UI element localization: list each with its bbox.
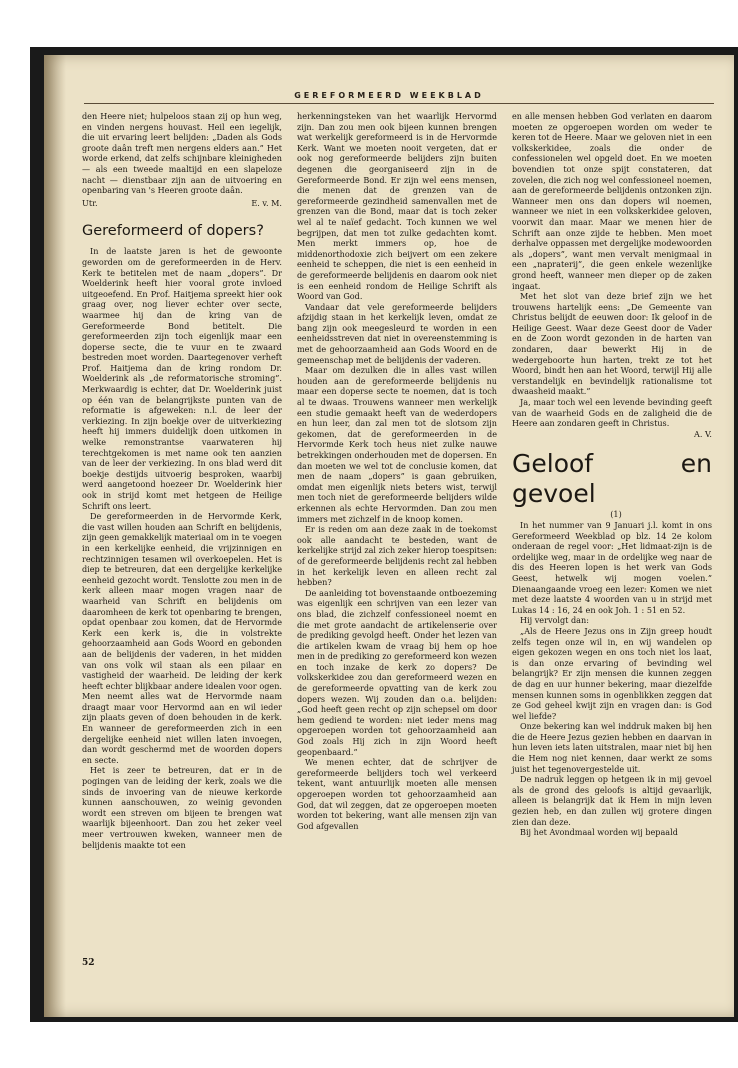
running-title: GEREFORMEERD WEEKBLAD [294,91,484,100]
paragraph: Er is reden om aan deze zaak in de toekomst ook alle aandacht te besteden, want de kerkelijke strijd zal zich zeker hierop toespitsen: of de gereformeerde belijdenis recht zal hebben in het kerkelijk leven en alleen recht zal hebben? [297,524,498,588]
paragraph: In de laatste jaren is het de gewoonte geworden om de gereformeerden in de Herv. Kerk te betitelen met de naam „dopers”. Dr Woelderink heeft hier vooral grote invloed uitgeoefend. En Prof. Haitjema spreekt hier ook graag over, nog liever echter over secte, waarmee hij dan de kring van de Gereformeerde Bond betitelt. Die gereformeerden zijn toch eigenlijk maar een doperse secte, die te vuur en te zwaard bestreden moet worden. Daartegenover verheft Prof. Haitjema dan de kring rondom Dr. Woelderink als „de reformatorische stroming”. Merkwaardig is echter, dat Dr. Woelderink juist op één van de belangrijkste punten van de reformatie is afgeweken: n.l. de leer der verkiezing. In zijn boekje over de uitverkiezing heeft hij immers duidelijk doen uitkomen in welke remonstrantse vaarwateren hij terechtgekomen is met name ook ten aanzien van de leer der verkiezing. In ons blad werd dit boekje destijds uitvoerig besproken, waarbij werd aangetoond hoezeer Dr. Woelderink hier ook in strijd komt met hetgeen de Heilige Schrift ons leert. [82,246,282,511]
signature-place: Utr. [82,197,98,208]
paragraph: Hij vervolgt dan: [520,615,589,626]
paragraph: „Als de Heere Jezus ons in Zijn greep houdt zelfs tegen onze wil in, en wij wandelen op eigen gekozen wegen en ons toch niet los laat, is dan onze ervaring of bevinding wel belangrijk? Er zijn mensen die kunnen zeggen de dag en uur hunner bekering, maar diezelfde mensen kunnen soms in ogenblikken zeggen dat ze God geheel kwijt zijn en vragen dan: is God wel liefde? [512,625,712,721]
article-number: (1) [610,509,622,520]
signature-line [82,198,282,209]
paragraph: den Heere niet; hulpeloos staan zij op hun weg, en vinden nergens houvast. Heil een iegelijk, die uit ervaring leert belijden: „Daden als Gods groote daân treft men nergens elders aan.” Het worde erkend, dat zelfs schijnbare kleinigheden — als een tweede maaltijd en een slapeloze nacht — dienstbaar zijn aan de uitvoering en openbaring van 's Heeren groote daân. [82,111,282,196]
paragraph: Met het slot van deze brief zijn we het trouwens hartelijk eens: „De Gemeente van Christus belijdt de eeuwen door: Ik geloof in de Heilige Geest. Waar deze Geest door de Vader en de Zoon wordt gezonden in de harten van zondaren, daar bewerkt Hij in de wedergeboorte hun harten, trekt ze tot het Woord, bindt hen aan het Woord, terwijl Hij alle verstandelijk en bevindelijk rationalisme tot dwaasheid maakt.” [512,291,712,397]
paragraph: Maar om dezulken die in alles vast willen houden aan de gereformeerde belijdenis nu maar een doperse secte te noemen, dat is toch al te dwaas. Trouwens wanneer men werkelijk een studie gemaakt heeft van de wederdopers en hun leer, dan zal men tot de slotsom zijn gekomen, dat de gereformeerden in de Hervormde Kerk toch heus niet zulke nauwe betrekkingen onderhouden met de dopersen. En dan moeten we wel tot de conclusie komen, dat men de naam „dopers” is gaan gebruiken, omdat men eigenlijk niets beters wist, terwijl men toch niet de gereformeerde belijders wilde erkennen als echte Hervormden. Dan zou men immers met zichzelf in de knoop komen. [297,365,497,524]
scanned-page-frame [30,47,738,1022]
signature-author: E. v. M. [251,197,282,208]
paragraph: herkenningsteken van het waarlijk Hervormd zijn. Dan zou men ook bijeen kunnen brengen wat werkelijk gereformeerd is in de Hervormde Kerk. Want we moeten nooit vergeten, dat er ook nog gereformeerde belijders zijn buiten degenen die georganiseerd zijn in de Gereformeerde Bond. Er zijn wel eens mensen, die menen dat de grenzen van de gereformeerde gezindheid samenvallen met de grenzen van die Bond, maar dat is toch zeker wel al te naïef gedacht. Toch kunnen we wel begrijpen, dat men tot zulke gedachten komt. Men merkt immers op, hoe de middenorthodoxie zich beijvert om een zekere eenheid te scheppen, die niet is een eenheid in de gereformeerde belijdenis en daarom ook niet is een eenheid rondom de Heilige Schrift als Woord van God. [297,111,497,302]
paragraph: Onze bekering kan wel inddruk maken bij hen die de Heere Jezus gezien hebben en daarvan in hun leven iets laten uitstralen, maar niet bij hen die Hem nog niet kennen, daar werkt ze soms juist het tegenovergestelde uit. [512,721,712,774]
paragraph: We menen echter, dat de schrijver de gereformeerde belijders toch wel verkeerd tekent, want antuurlijk moeten alle mensen opgeroepen worden tot gehoorzaamheid aan God, dat wil zeggen, dat ze opgeroepen moeten worden tot bekering, want alle mensen zijn van God afgevallen [297,757,497,831]
paragraph: Het is zeer te betreuren, dat er in de pogingen van de leiding der kerk, zoals we die sinds de invoering van de nieuwe kerkorde kunnen aanschouwen, zo weinig gevonden wordt een streven om bijeen te brengen wat waarlijk bijeenhoort. Dan zou het zeker veel meer vertrouwen kweken, wanneer men de belijdenis maakte tot een [82,765,282,850]
article-heading: Gereformeerd of dopers? [82,223,264,240]
column-2 [297,111,497,831]
article-heading: Geloof en gevoel [512,449,712,509]
paragraph: In het nummer van 9 Januari j.l. komt in ons Gereformeerd Weekblad op blz. 14 2e kolom onderaan de regel voor: „Het lidmaat-zijn is de ordelijke weg, maar in de ordelijke weg naar de dis des Heeren lopen is het werk van Gods Geest, hetwelk wij mogen voelen.” Dienaangaande vroeg een lezer: Komen we niet met deze laatste 4 woorden van u in strijd met Lukas 14 : 16, 24 en ook Joh. 1 : 51 en 52. [512,520,712,615]
signature-author: A. V. [694,428,712,439]
paragraph: De nadruk leggen op hetgeen ik in mij gevoel als de grond des geloofs is altijd gevaarlijk, alleen is belangrijk dat ik Hem in mijn leven gezien heb, en dan zullen wij grotere dingen zien dan deze. [512,774,712,827]
page-number: 52 [82,958,95,968]
paragraph: en alle mensen hebben God verlaten en daarom moeten ze opgeroepen worden om weder te keren tot de Heere. Maar we geloven niet in een volkskerkidee, zoals die onder de confessionelen wel opgeld doet. En we moeten bovendien tot onze spijt constateren, dat zovelen, die zich nog wel confessioneel noemen, aan de gereformeerde belijdenis ontzonken zijn. Wanneer men ons dan dopers wil noemen, wanneer we niet in een volkskerkidee geloven, voorwit dan maar. Maar we menen hier de Schrift aan onze zijde te hebben. Men moet derhalve oppassen met dergelijke modewoorden als „dopers”, want men vervalt menigmaal in een „napraterij”, die geen enkele wezenlijke grond heeft, wanneer men dieper op de zaken ingaat. [512,111,712,291]
column-3 [512,111,712,838]
paragraph: Vandaar dat vele gereformeerde belijders afzijdig staan in het kerkelijk leven, omdat ze bang zijn ook meegesleurd te worden in een eenheidsstreven dat niet in overeenstemming is met de gehoorzaamheid aan Gods Woord en de gemeenschap met de belijdenis der vaderen. [297,301,497,365]
paragraph: Bij het Avondmaal worden wij bepaald [520,827,678,838]
newspaper-page [44,55,734,1017]
paragraph: De aanleiding tot bovenstaande ontboezeming was eigenlijk een schrijven van een lezer van ons blad, die zichzelf confessioneel noemt en die met grote aandacht de artikelenserie over de prediking gevolgd heeft. Onder het lezen van die artikelen kwam de vraag bij hem op hoe men in de prediking zo gereformeerd kon wezen en toch inzake de kerk zo dopers? De volkskerkidee zou dan gereformeerd wezen en de gereformeerde opvatting van de kerk zou dopers wezen. Wij zouden dan o.a. belijden: „God heeft geen recht op zijn schepsel om door hem gediend te worden: niet ieder mens mag opgeroepen worden tot gehoorzaamheid aan God zoals Hij zich in zijn Woord heeft geopenbaard.” [297,587,497,757]
paragraph: De gereformeerden in de Hervormde Kerk, die vast willen houden aan Schrift en belijdenis, zijn geen gemakkelijk materiaal om in te voegen in een kerkelijke eenheid, die vrijzinnigen en rechtzinnigen tesamen wil overkoepelen. Het is diep te betreuren, dat een dergelijke kerkelijke eenheid gezocht wordt. Tenslotte zou men in de kerk alleen maar mogen vragen naar de waarheid van Schrift en belijdenis om daaromheen de kerk tot openbaring te brengen, opdat openbaar zou komen, dat de Hervormde Kerk een kerk is, die in volstrekte gehoorzaamheid aan Gods Woord en gebonden aan de belijdenis der vaderen, in het midden van ons volk wil staan als een pilaar en vastigheid der waarheid. De leiding der kerk heeft echter blijkbaar andere idealen voor ogen. Men neemt alles wat de Hervormde naam draagt maar voor Hervormd aan en wil ieder zijn plaats geven of doen behouden in de kerk. En wanneer de gereformeerden zich in een dergelijke eenheid niet willen laten invoegen, dan wordt geschermd met de woorden dopers en secte. [82,511,282,765]
header-rule [84,103,714,104]
paragraph: Ja, maar toch wel een levende bevinding geeft van de waarheid Gods en de zaligheid die de Heere aan zondaren geeft in Christus. [512,397,712,429]
column-1 [82,111,282,850]
